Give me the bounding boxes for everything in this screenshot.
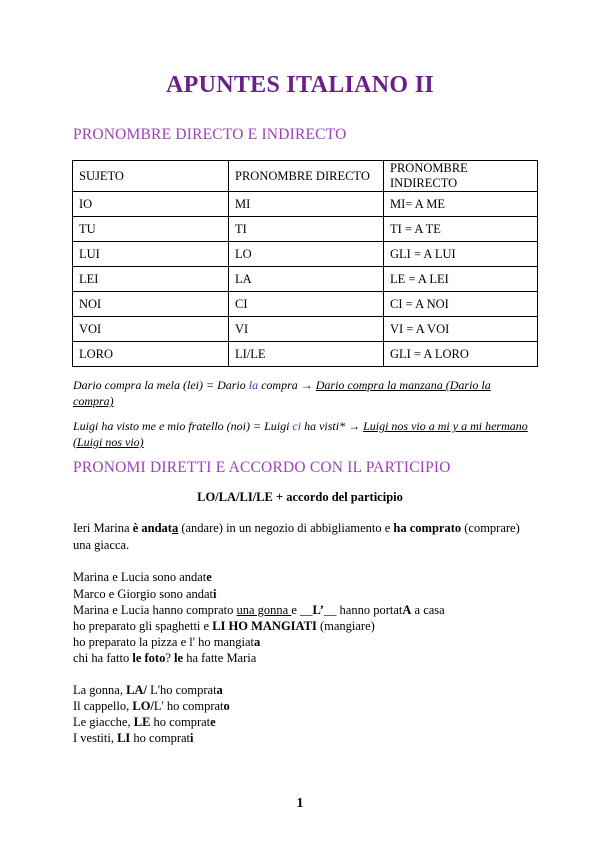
table-header-cell: PRONOMBRE DIRECTO: [229, 161, 384, 192]
example-line: Le giacche, LE ho comprate: [73, 715, 216, 729]
page-number: 1: [296, 796, 304, 811]
section-heading-pronomi: PRONOMI DIRETTI E ACCORDO CON IL PARTICIPIO: [73, 459, 451, 476]
example-line: chi ha fatto le foto? le ha fatte Maria: [73, 651, 257, 665]
section-heading-pronombre: PRONOMBRE DIRECTO E INDIRECTO: [73, 126, 347, 143]
table-cell: GLI = A LUI: [384, 242, 538, 267]
table-cell: VI: [229, 317, 384, 342]
example-sentence-1: Dario compra la mela (lei) = Dario la compra → Dario compra la manzana (Dario la compra): [73, 378, 491, 408]
table-cell: TI = A TE: [384, 217, 538, 242]
example-line: Marco e Giorgio sono andati: [73, 587, 217, 601]
example-line: Marina e Lucia hanno comprato una gonna e __L’__ hanno portatA a casa: [73, 603, 445, 617]
table-row: [73, 192, 538, 217]
paragraph-line: Ieri Marina è andata (andare) in un negozio di abbigliamento e ha comprato (comprare): [73, 521, 520, 535]
table-row: [73, 267, 538, 292]
table-row: [73, 292, 538, 317]
subheading: LO/LA/LI/LE + accordo del participio: [197, 490, 403, 504]
table-cell: GLI = A LORO: [384, 342, 538, 367]
table-cell: VOI: [73, 317, 229, 342]
paragraph-line: una giacca.: [73, 538, 130, 552]
table-cell: LEI: [73, 267, 229, 292]
table-cell: LO: [229, 242, 384, 267]
pronoun-highlight: la: [248, 378, 259, 392]
table-cell: MI= A ME: [384, 192, 538, 217]
table-cell: LUI: [73, 242, 229, 267]
table-cell: LORO: [73, 342, 229, 367]
table-cell: CI = A NOI: [384, 292, 538, 317]
table-cell: TI: [229, 217, 384, 242]
translation: Dario compra la manzana (Dario la compra): [73, 378, 491, 408]
table-cell: LI/LE: [229, 342, 384, 367]
example-line: La gonna, LA/ L'ho comprata: [73, 683, 223, 697]
table-cell: MI: [229, 192, 384, 217]
table-cell: IO: [73, 192, 229, 217]
example-line: Il cappello, LO/L' ho comprato: [73, 699, 230, 713]
table-cell: NOI: [73, 292, 229, 317]
table-row: [73, 317, 538, 342]
table-header-cell: PRONOMBRE INDIRECTO: [384, 161, 538, 192]
table-cell: VI = A VOI: [384, 317, 538, 342]
table-row: [73, 217, 538, 242]
page-title: APUNTES ITALIANO II: [166, 72, 434, 98]
table-header-row: [73, 161, 538, 192]
example-sentence-2: Luigi ha visto me e mio fratello (noi) = Luigi ci ha visti* → Luigi nos vio a mi y a mi hermano (Luigi nos vio): [73, 419, 528, 449]
pronoun-highlight: ci: [292, 419, 302, 433]
table-row: [73, 342, 538, 367]
table-cell: TU: [73, 217, 229, 242]
table-cell: LE = A LEI: [384, 267, 538, 292]
example-line: ho preparato gli spaghetti e LI HO MANGIATI (mangiare): [73, 619, 375, 633]
example-line: Marina e Lucia sono andate: [73, 570, 212, 584]
table-cell: CI: [229, 292, 384, 317]
translation: Luigi nos vio a mi y a mi hermano (Luigi nos vio): [73, 419, 528, 449]
pronoun-table: [72, 160, 538, 367]
table-header-cell: SUJETO: [73, 161, 229, 192]
example-line: ho preparato la pizza e l' ho mangiata: [73, 635, 261, 649]
table-row: [73, 242, 538, 267]
example-line: I vestiti, LI ho comprati: [73, 731, 194, 745]
table-cell: LA: [229, 267, 384, 292]
